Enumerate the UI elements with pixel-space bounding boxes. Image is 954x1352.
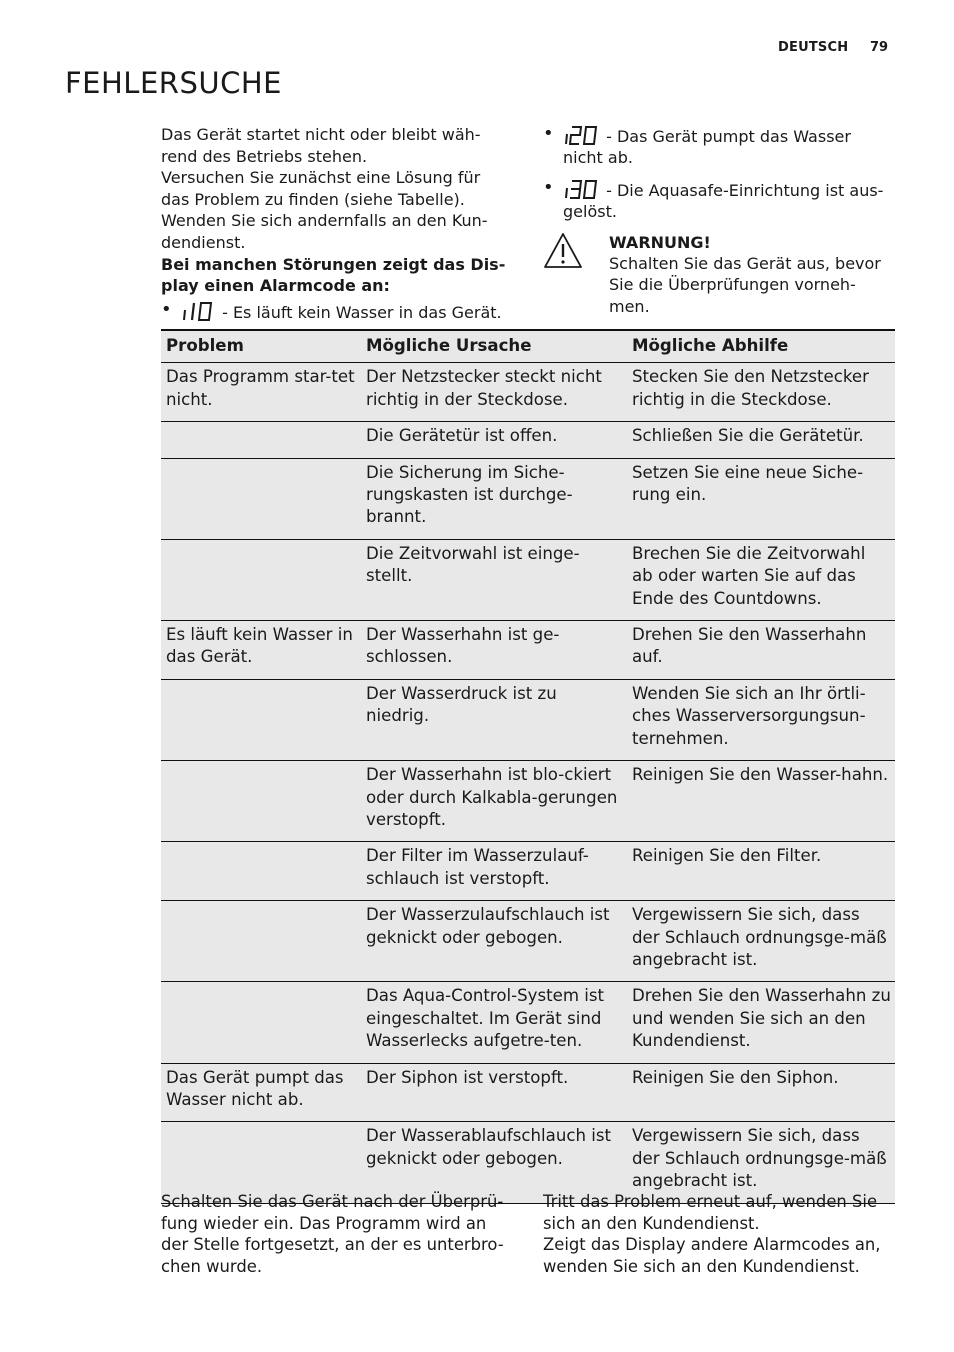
cell-problem (161, 539, 361, 620)
bullet-icon: • (543, 177, 554, 198)
cell-remedy: Reinigen Sie den Filter. (627, 842, 895, 901)
cell-cause: Der Netzstecker steckt nicht richtig in der Steckdose. (361, 363, 627, 422)
cell-remedy: Wenden Sie sich an Ihr örtli-ches Wasserversorgungsun-ternehmen. (627, 679, 895, 760)
table-row (161, 1063, 895, 1122)
intro-paragraph-1: Das Gerät startet nicht oder bleibt wäh-rend des Betriebs stehen. (161, 125, 481, 166)
cell-problem: Das Programm star-tet nicht. (161, 363, 361, 422)
troubleshooting-table (161, 329, 895, 1204)
cell-remedy: Drehen Sie den Wasserhahn auf. (627, 621, 895, 680)
footer-column-left (161, 1191, 513, 1277)
intro-paragraph-2: Versuchen Sie zunächst eine Lösung für das Problem zu finden (siehe Tabelle). Wenden Sie sich andernfalls an den Kun-dendienst. (161, 168, 488, 252)
warning-body: Schalten Sie das Gerät aus, bevor Sie die Überprüfungen vorneh-men. (609, 254, 881, 316)
bullet-icon: • (161, 298, 172, 320)
cell-cause: Die Zeitvorwahl ist einge-stellt. (361, 539, 627, 620)
cell-cause: Der Wasserablaufschlauch ist geknickt oder gebogen. (361, 1122, 627, 1203)
footer-paragraph: Tritt das Problem erneut auf, wenden Sie sich an den Kundendienst. (543, 1192, 878, 1233)
cell-remedy: Vergewissern Sie sich, dass der Schlauch ordnungsge-mäß angebracht ist. (627, 1122, 895, 1203)
cell-cause: Der Wasserhahn ist ge-schlossen. (361, 621, 627, 680)
cell-problem (161, 901, 361, 982)
cell-cause: Die Gerätetür ist offen. (361, 422, 627, 458)
table-header-row (161, 330, 895, 363)
footer-column-right (543, 1191, 895, 1277)
cell-remedy: Schließen Sie die Gerätetür. (627, 422, 895, 458)
cell-problem (161, 422, 361, 458)
warning-title: WARNUNG! (609, 233, 711, 252)
table-row (161, 422, 895, 458)
column-header-problem: Problem (161, 330, 361, 363)
cell-cause: Der Wasserzulaufschlauch ist geknickt oder gebogen. (361, 901, 627, 982)
table-row (161, 761, 895, 842)
table-row (161, 621, 895, 680)
cell-cause: Der Wasserdruck ist zu niedrig. (361, 679, 627, 760)
cell-remedy: Reinigen Sie den Wasser-hahn. (627, 761, 895, 842)
cell-cause: Der Filter im Wasserzulauf-schlauch ist verstopft. (361, 842, 627, 901)
cell-problem (161, 982, 361, 1063)
cell-remedy: Reinigen Sie den Siphon. (627, 1063, 895, 1122)
warning-triangle-icon (543, 232, 583, 274)
cell-cause: Der Wasserhahn ist blo-ckiert oder durch Kalkabla-gerungen verstopft. (361, 761, 627, 842)
alarm-code-text: - Es läuft kein Wasser in das Gerät. (217, 302, 502, 322)
table-row (161, 982, 895, 1063)
alarm-code-text: - Das Gerät pumpt das Wasser nicht ab. (563, 127, 851, 167)
cell-problem (161, 761, 361, 842)
alarm-code-i10-icon (181, 300, 215, 322)
table-row (161, 539, 895, 620)
cell-remedy: Setzen Sie eine neue Siche-rung ein. (627, 458, 895, 539)
alarm-code-text: - Die Aquasafe-Einrichtung ist aus-gelöst. (563, 181, 884, 221)
table-row (161, 363, 895, 422)
cell-problem: Es läuft kein Wasser in das Gerät. (161, 621, 361, 680)
table-row (161, 842, 895, 901)
cell-cause: Der Siphon ist verstopft. (361, 1063, 627, 1122)
page-title: FEHLERSUCHE (65, 66, 282, 100)
cell-problem (161, 458, 361, 539)
cell-problem: Das Gerät pumpt das Wasser nicht ab. (161, 1063, 361, 1122)
table-row (161, 901, 895, 982)
warning-box (543, 232, 893, 322)
column-header-cause: Mögliche Ursache (361, 330, 627, 363)
alarm-code-item (543, 124, 893, 168)
intro-column-right (543, 124, 893, 232)
bullet-icon: • (543, 123, 554, 144)
cell-cause: Die Sicherung im Siche-rungskasten ist durchge-brannt. (361, 458, 627, 539)
cell-remedy: Stecken Sie den Netzstecker richtig in die Steckdose. (627, 363, 895, 422)
page-header-language: DEUTSCH (778, 40, 849, 55)
footer-paragraph: Schalten Sie das Gerät nach der Überprü-fung wieder ein. Das Programm wird an der Stelle fortgesetzt, an der es unterbro-chen wurde. (161, 1192, 504, 1276)
cell-remedy: Brechen Sie die Zeitvorwahl ab oder warten Sie auf das Ende des Countdowns. (627, 539, 895, 620)
column-header-remedy: Mögliche Abhilfe (627, 330, 895, 363)
intro-column-left (161, 124, 511, 323)
intro-paragraph-3: Bei manchen Störungen zeigt das Dis-play einen Alarmcode an: (161, 254, 506, 296)
table-row (161, 458, 895, 539)
alarm-code-item (543, 178, 893, 222)
table-row (161, 679, 895, 760)
cell-remedy: Drehen Sie den Wasserhahn zu und wenden Sie sich an den Kundendienst. (627, 982, 895, 1063)
alarm-code-i30-icon (563, 178, 599, 200)
alarm-code-i20-icon (563, 124, 599, 146)
alarm-code-item (161, 300, 511, 323)
footer-paragraph: Zeigt das Display andere Alarmcodes an, wenden Sie sich an den Kundendienst. (543, 1235, 881, 1276)
page-number: 79 (870, 40, 889, 55)
cell-cause: Das Aqua-Control-System ist eingeschaltet. Im Gerät sind Wasserlecks aufgetre-ten. (361, 982, 627, 1063)
cell-remedy: Vergewissern Sie sich, dass der Schlauch ordnungsge-mäß angebracht ist. (627, 901, 895, 982)
cell-problem (161, 679, 361, 760)
cell-problem (161, 842, 361, 901)
